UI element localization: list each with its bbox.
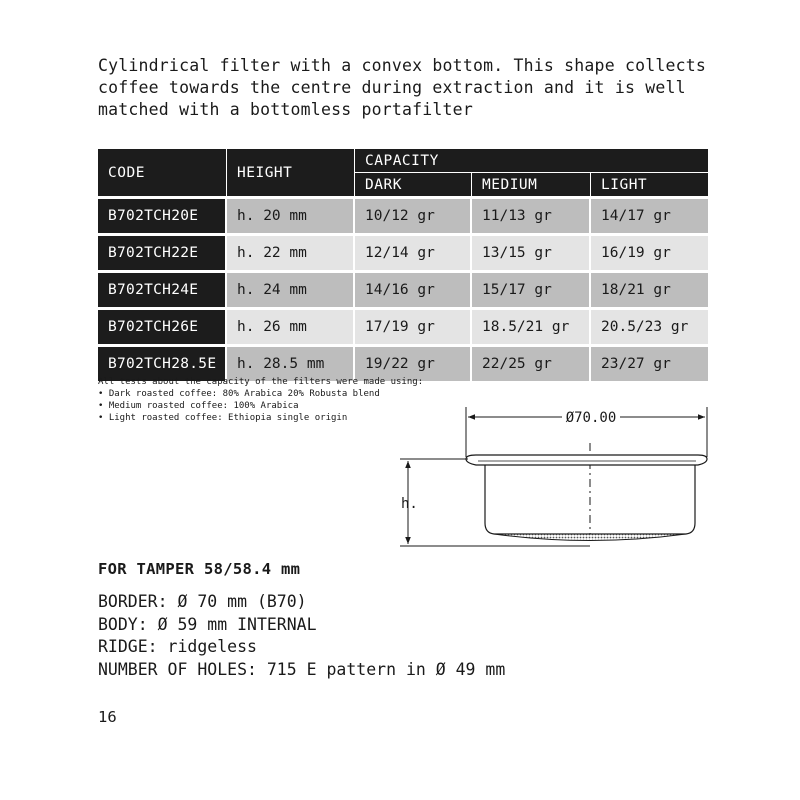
cell-light: 16/19 gr — [591, 233, 708, 270]
cell-medium: 13/15 gr — [472, 233, 591, 270]
intro-line: Cylindrical filter with a convex bottom. This shape collects — [98, 56, 707, 75]
diameter-dimension — [466, 407, 707, 457]
test-notes — [98, 376, 423, 424]
header-medium: MEDIUM — [472, 173, 591, 196]
spec-ridge: RIDGE: ridgeless — [98, 637, 257, 656]
cell-light: 18/21 gr — [591, 270, 708, 307]
cell-medium: 15/17 gr — [472, 270, 591, 307]
cell-height: h. 20 mm — [227, 196, 355, 233]
height-dimension — [400, 459, 590, 546]
table-row — [98, 196, 708, 233]
note-line: • Light roasted coffee: Ethiopia single origin — [98, 413, 348, 423]
cell-dark: 17/19 gr — [355, 307, 472, 344]
cell-medium: 22/25 gr — [472, 344, 591, 381]
cell-height: h. 24 mm — [227, 270, 355, 307]
header-dark: DARK — [355, 173, 472, 196]
cell-height: h. 26 mm — [227, 307, 355, 344]
cell-height: h. 22 mm — [227, 233, 355, 270]
spec-list — [98, 591, 505, 681]
note-line: • Dark roasted coffee: 80% Arabica 20% Robusta blend — [98, 389, 380, 399]
cell-light: 23/27 gr — [591, 344, 708, 381]
table-row — [98, 307, 708, 344]
cell-dark: 12/14 gr — [355, 233, 472, 270]
cell-code: B702TCH26E — [98, 307, 227, 344]
spec-body: BODY: Ø 59 mm INTERNAL — [98, 614, 317, 634]
cell-light: 20.5/23 gr — [591, 307, 708, 344]
spec-border: BORDER: Ø 70 mm (B70) — [98, 592, 307, 611]
table-row — [98, 233, 708, 270]
intro-line: matched with a bottomless portafilter — [98, 100, 473, 119]
cell-medium: 18.5/21 gr — [472, 307, 591, 344]
cell-height: h. 28.5 mm — [227, 344, 355, 381]
cell-medium: 11/13 gr — [472, 196, 591, 233]
cell-code: B702TCH22E — [98, 233, 227, 270]
intro-text — [98, 55, 718, 121]
cell-dark: 14/16 gr — [355, 270, 472, 307]
page-number: 16 — [98, 708, 117, 726]
cell-dark: 19/22 gr — [355, 344, 472, 381]
height-label: h. — [401, 496, 418, 512]
header-light: LIGHT — [591, 173, 708, 196]
tamper-heading: FOR TAMPER 58/58.4 mm — [98, 560, 301, 578]
header-code: CODE — [98, 149, 227, 196]
cell-code: B702TCH24E — [98, 270, 227, 307]
header-capacity: CAPACITY — [355, 149, 708, 173]
cell-light: 14/17 gr — [591, 196, 708, 233]
capacity-table — [98, 149, 708, 381]
cell-dark: 10/12 gr — [355, 196, 472, 233]
diameter-label: Ø70.00 — [565, 410, 617, 426]
header-height: HEIGHT — [227, 149, 355, 196]
basket-profile — [466, 455, 707, 541]
filter-basket-drawing — [390, 395, 720, 555]
intro-line: coffee towards the centre during extraction and it is well — [98, 78, 686, 97]
cell-code: B702TCH28.5E — [98, 344, 227, 381]
table-row — [98, 270, 708, 307]
note-line: • Medium roasted coffee: 100% Arabica — [98, 401, 299, 411]
note-line: All tests about the capacity of the filters were made using: — [98, 377, 424, 387]
cell-code: B702TCH20E — [98, 196, 227, 233]
spec-holes: NUMBER OF HOLES: 715 E pattern in Ø 49 mm — [98, 659, 506, 679]
